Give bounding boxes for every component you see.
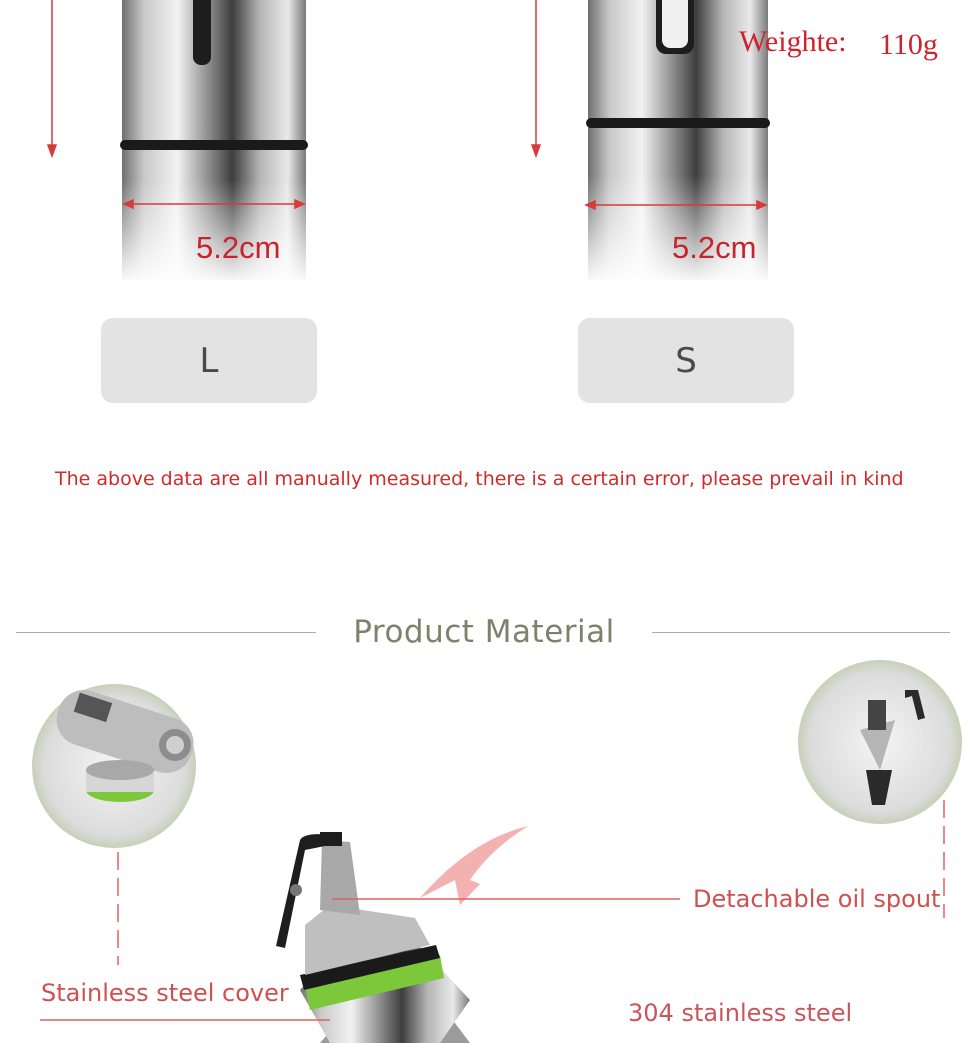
cover-detail-photo	[32, 683, 200, 848]
callout-steel-cover: Stainless steel cover	[41, 979, 289, 1007]
width-label-small: 5.2cm	[672, 230, 757, 265]
weight-label: Weighte:	[739, 25, 847, 58]
size-button-l[interactable]: L	[101, 318, 317, 403]
callout-detachable-spout: Detachable oil spout	[693, 885, 941, 913]
main-bottle	[276, 832, 470, 1043]
curved-arrow	[420, 826, 528, 905]
section-title: Product Material	[353, 614, 615, 650]
height-arrow-right	[532, 0, 540, 156]
weight-value: 110g	[879, 28, 938, 61]
width-label-large: 5.2cm	[196, 230, 281, 265]
height-arrow-left	[48, 0, 56, 156]
spout-detail-photo	[798, 660, 962, 824]
callout-304-steel: 304 stainless steel	[628, 999, 853, 1027]
size-button-s[interactable]: S	[578, 318, 794, 403]
measurement-notice: The above data are all manually measured, there is a certain error, please prevail in kind	[55, 468, 904, 490]
